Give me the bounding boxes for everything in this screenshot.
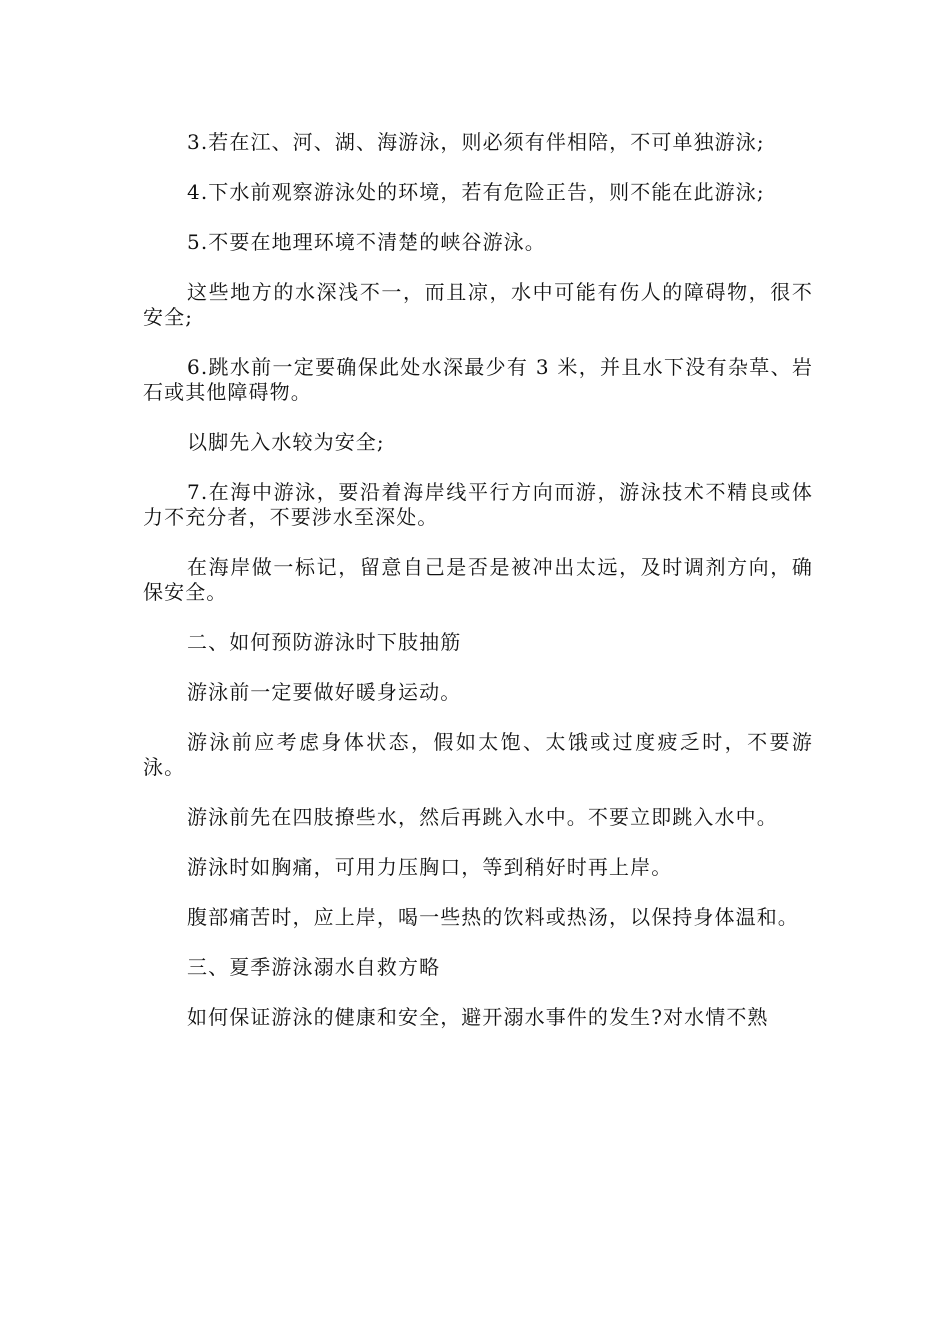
paragraph-rule-4: 4.下水前观察游泳处的环境，若有危险正告，则不能在此游泳; xyxy=(187,180,765,204)
paragraph-warmup: 游泳前一定要做好暖身运动。 xyxy=(187,680,462,704)
section-heading-2: 二、如何预防游泳时下肢抽筋 xyxy=(187,630,462,654)
paragraph-rule-5-detail: 这些地方的水深浅不一，而且凉，水中可能有伤人的障碍物，很不安全; xyxy=(143,280,813,329)
document-body xyxy=(143,130,813,1055)
paragraph-splash-water: 游泳前先在四肢撩些水，然后再跳入水中。不要立即跳入水中。 xyxy=(187,805,778,829)
paragraph-rule-7: 7.在海中游泳，要沿着海岸线平行方向而游，游泳技术不精良或体力不充分者，不要涉水至深处。 xyxy=(143,480,813,529)
paragraph-rule-7-detail: 在海岸做一标记，留意自己是否是被冲出太远，及时调剂方向，确保安全。 xyxy=(143,555,813,604)
paragraph-rule-5: 5.不要在地理环境不清楚的峡谷游泳。 xyxy=(187,230,546,254)
paragraph-rule-3: 3.若在江、河、湖、海游泳，则必须有伴相陪，不可单独游泳; xyxy=(187,130,765,154)
paragraph-abdominal-pain: 腹部痛苦时，应上岸，喝一些热的饮料或热汤，以保持身体温和。 xyxy=(187,905,799,929)
paragraph-rule-6-detail: 以脚先入水较为安全; xyxy=(187,430,385,454)
paragraph-body-state: 游泳前应考虑身体状态，假如太饱、太饿或过度疲乏时，不要游泳。 xyxy=(143,730,813,779)
paragraph-chest-pain: 游泳时如胸痛，可用力压胸口，等到稍好时再上岸。 xyxy=(187,855,673,879)
paragraph-safety-intro: 如何保证游泳的健康和安全，避开溺水事件的发生?对水情不熟 xyxy=(187,1005,769,1029)
section-heading-3: 三、夏季游泳溺水自救方略 xyxy=(187,955,441,979)
paragraph-rule-6: 6.跳水前一定要确保此处水深最少有 3 米，并且水下没有杂草、岩石或其他障碍物。 xyxy=(143,355,813,404)
